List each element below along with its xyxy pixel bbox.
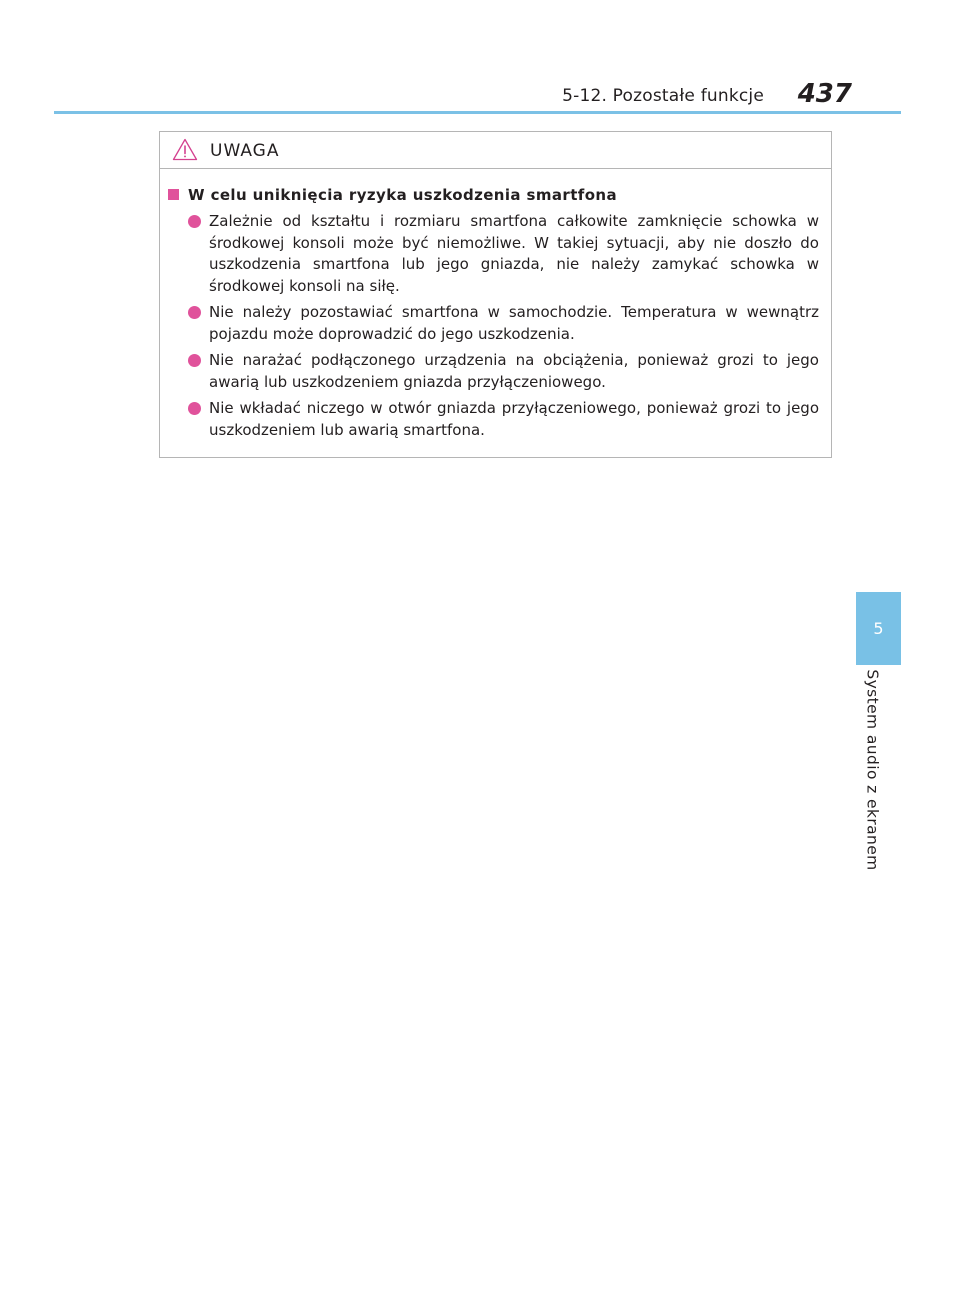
list-item-text: Nie narażać podłączonego urządzenia na obciążenia, ponieważ grozi to jego awarią lub uszkodzeniem gniazda przyłączeniowego. [209,351,819,391]
chapter-tab: 5 [856,592,901,665]
warning-content [166,184,819,446]
square-bullet-icon [168,189,179,200]
circle-bullet-icon [188,306,201,319]
chapter-title-vertical [855,669,891,871]
warning-section-heading-text: W celu uniknięcia ryzyka uszkodzenia smartfona [188,186,618,204]
circle-bullet-icon [188,215,201,228]
page-header [0,0,960,116]
page-number: 437 [797,79,852,109]
list-item [166,302,819,345]
list-item-text: Zależnie od kształtu i rozmiaru smartfona całkowite zamknięcie schowka w środkowej konsoli może być niemożliwe. W takiej sytuacji, aby nie doszło do uszkodzenia smartfona lub jego gniazda, nie należy zamykać schowka w środkowej konsoli na siłę. [209,212,819,295]
warning-header [160,132,831,169]
warning-triangle-icon [172,138,198,161]
circle-bullet-icon [188,402,201,415]
section-title: 5-12. Pozostałe funkcje [562,86,764,106]
list-item-text: Nie wkładać niczego w otwór gniazda przyłączeniowego, ponieważ grozi to jego uszkodzeniem lub awarią smartfona. [209,399,819,439]
list-item-text: Nie należy pozostawiać smartfona w samochodzie. Temperatura w wewnątrz pojazdu może doprowadzić do jego uszkodzenia. [209,303,819,343]
list-item [166,398,819,441]
warning-section-heading [166,184,819,206]
warning-box [159,131,832,458]
chapter-title-text: System audio z ekranem [864,669,882,871]
list-item [166,350,819,393]
header-rule [54,111,901,114]
list-item [166,211,819,297]
warning-label: UWAGA [210,141,280,161]
circle-bullet-icon [188,354,201,367]
